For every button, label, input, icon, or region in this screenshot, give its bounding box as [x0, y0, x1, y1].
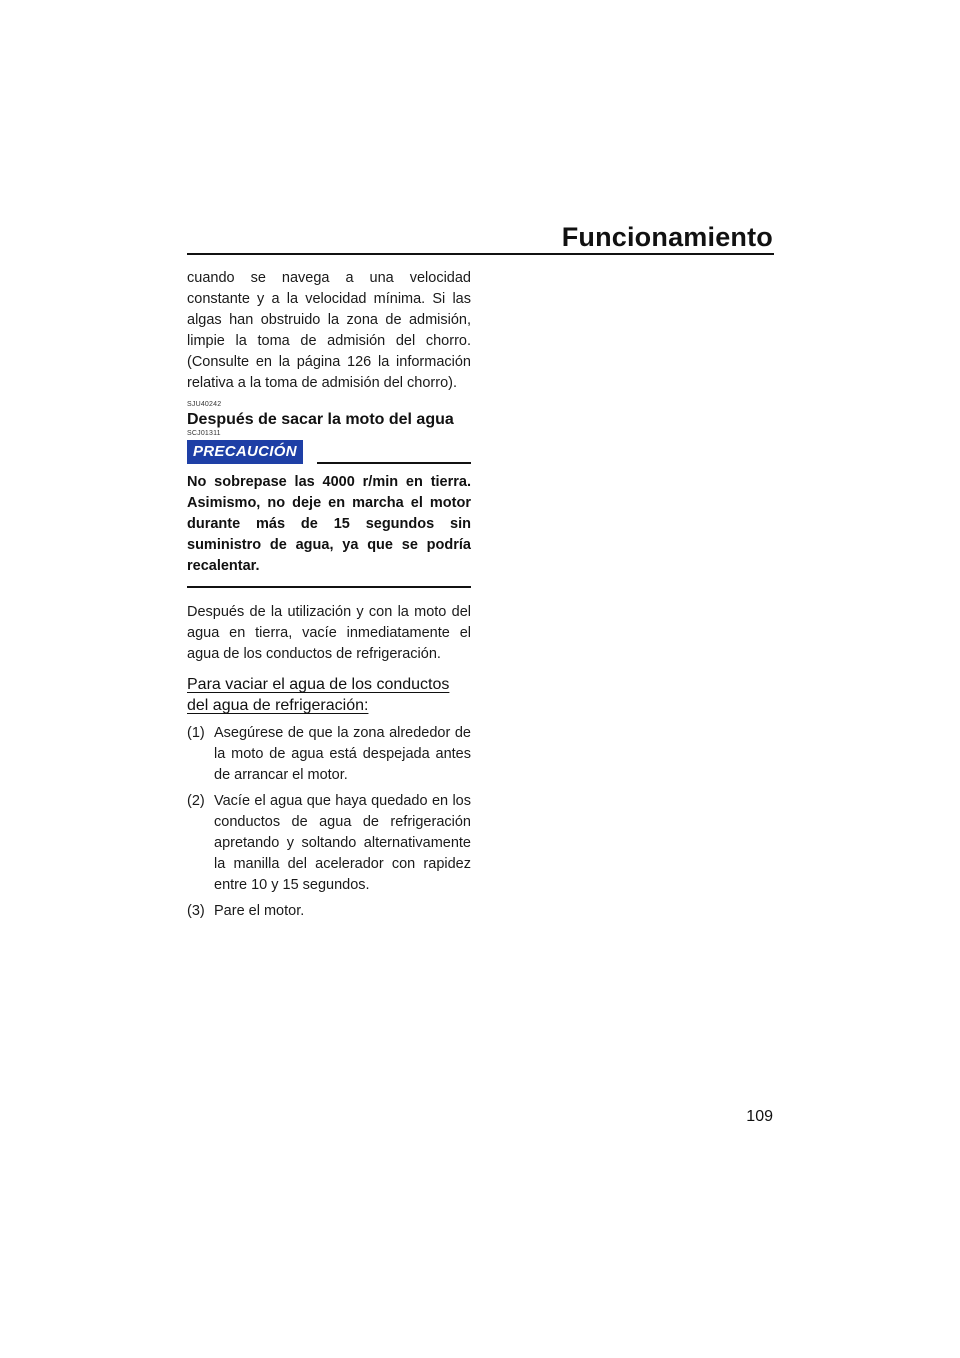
- procedure-intro-paragraph: Después de la utilización y con la moto del agua en tierra, vacíe inmediatamente el agua de los conductos de refrigeración.: [187, 604, 471, 662]
- section-code: SJU40242: [187, 401, 222, 408]
- step-text: Asegúrese de que la zona alrededor de la moto de agua está despejada antes de arrancar el motor.: [214, 725, 471, 783]
- step-number: (2): [187, 793, 205, 809]
- step-text: Vacíe el agua que haya quedado en los conductos de agua de refrigeración apretando y soltando alternativamente la manilla del acelerador con rapidez entre 10 y 15 segundos.: [214, 793, 471, 893]
- step-item: [187, 723, 471, 786]
- procedure-steps: [187, 723, 471, 922]
- step-item: [187, 791, 471, 896]
- caution-end-divider: [187, 586, 471, 588]
- header-divider: [187, 253, 774, 255]
- step-text: Pare el motor.: [214, 903, 305, 919]
- intro-paragraph: cuando se navega a una velocidad constante y a la velocidad mínima. Si las algas han obstruido la zona de admisión, limpie la toma de admisión del chorro. (Consulte en la página 126 la información relativa a la toma de admisión del chorro).: [187, 270, 471, 391]
- page-number: 109: [746, 1108, 773, 1125]
- caution-header: [187, 440, 471, 464]
- step-item: [187, 901, 471, 922]
- caution-text: No sobrepase las 4000 r/min en tierra. Asimismo, no deje en marcha el motor durante más de 15 segundos sin suministro de agua, ya que se podría recalentar.: [187, 474, 471, 574]
- step-number: (1): [187, 725, 205, 741]
- content-column: [187, 268, 471, 927]
- procedure-subheading: Para vaciar el agua de los conductos del agua de refrigeración:: [187, 676, 450, 714]
- step-number: (3): [187, 903, 205, 919]
- section-title: Después de sacar la moto del agua: [187, 411, 454, 428]
- caution-divider: [317, 462, 471, 464]
- page-header-title: Funcionamiento: [561, 222, 773, 252]
- caution-code: SCJ01311: [187, 430, 221, 437]
- caution-badge: PRECAUCIÓN: [187, 440, 303, 464]
